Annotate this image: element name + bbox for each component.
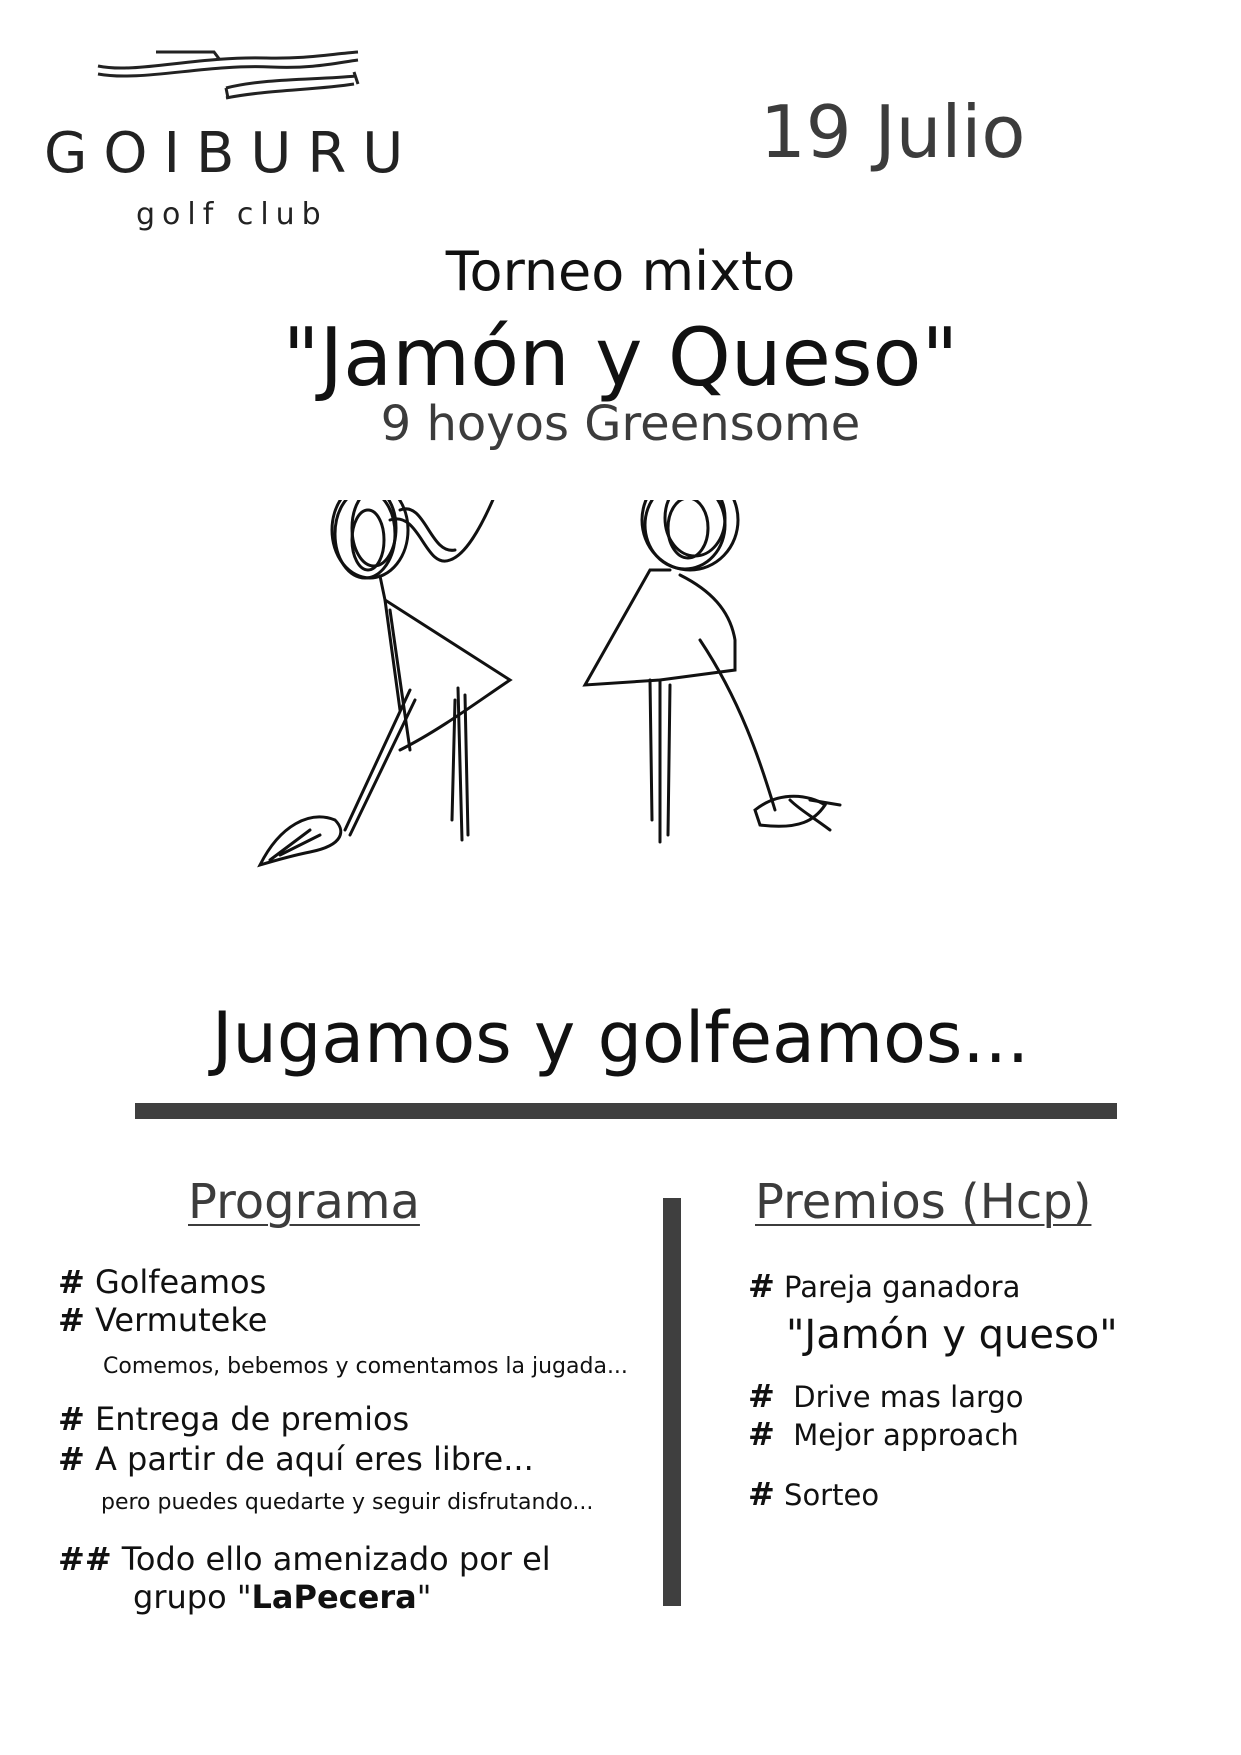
- premios-item: [748, 1267, 1021, 1305]
- programa-item: [58, 1440, 534, 1478]
- programa-item: [58, 1540, 551, 1578]
- programa-item-text: Todo ello amenizado por el: [121, 1540, 551, 1578]
- premios-item: "Jamón y queso": [786, 1312, 1118, 1358]
- horizontal-divider: [135, 1103, 1117, 1119]
- premios-item: [748, 1377, 1024, 1415]
- band-prefix: grupo ": [133, 1578, 252, 1616]
- logo-subtitle: golf club: [136, 197, 328, 232]
- hash-mark: #: [748, 1415, 775, 1453]
- logo-waves-icon: [96, 50, 361, 116]
- programa-item: [58, 1400, 410, 1438]
- premios-item: [748, 1415, 1019, 1453]
- programa-item-continuation: [133, 1578, 432, 1616]
- band-name: LaPecera: [251, 1578, 417, 1616]
- hash-mark: #: [748, 1267, 775, 1305]
- couple-stick-figures-icon: [250, 500, 970, 980]
- logo-name: GOIBURU: [44, 121, 420, 186]
- vertical-divider: [663, 1198, 681, 1606]
- band-suffix: ": [416, 1578, 432, 1616]
- programa-item: [58, 1301, 268, 1339]
- hash-mark: #: [748, 1475, 775, 1513]
- event-format: 9 hoyos Greensome: [380, 396, 861, 452]
- premios-item-text: Sorteo: [784, 1478, 880, 1512]
- programa-item-text: Golfeamos: [94, 1263, 267, 1301]
- premios-item-text: Mejor approach: [793, 1418, 1019, 1452]
- hash-mark: #: [748, 1377, 775, 1415]
- hash-mark: ##: [58, 1540, 112, 1578]
- premios-item-text: Drive mas largo: [793, 1380, 1024, 1414]
- premios-item: [748, 1475, 880, 1513]
- programa-heading: Programa: [188, 1174, 420, 1230]
- programa-item-text: Entrega de premios: [94, 1400, 410, 1438]
- premios-heading: Premios (Hcp): [755, 1174, 1092, 1230]
- hash-mark: #: [58, 1400, 85, 1438]
- hash-mark: #: [58, 1263, 85, 1301]
- programa-note: pero puedes quedarte y seguir disfrutando...: [101, 1490, 594, 1515]
- programa-note: Comemos, bebemos y comentamos la jugada...: [103, 1354, 628, 1379]
- programa-item-text: A partir de aquí eres libre...: [94, 1440, 534, 1478]
- event-date: 19 Julio: [760, 90, 1026, 174]
- event-title: "Jamón y Queso": [282, 311, 959, 404]
- event-subtitle: Torneo mixto: [445, 240, 796, 303]
- hash-mark: #: [58, 1440, 85, 1478]
- hash-mark: #: [58, 1301, 85, 1339]
- premios-item-text: Pareja ganadora: [784, 1270, 1021, 1304]
- programa-item-text: Vermuteke: [94, 1301, 268, 1339]
- programa-item: [58, 1263, 267, 1301]
- slogan: Jugamos y golfeamos...: [211, 997, 1030, 1079]
